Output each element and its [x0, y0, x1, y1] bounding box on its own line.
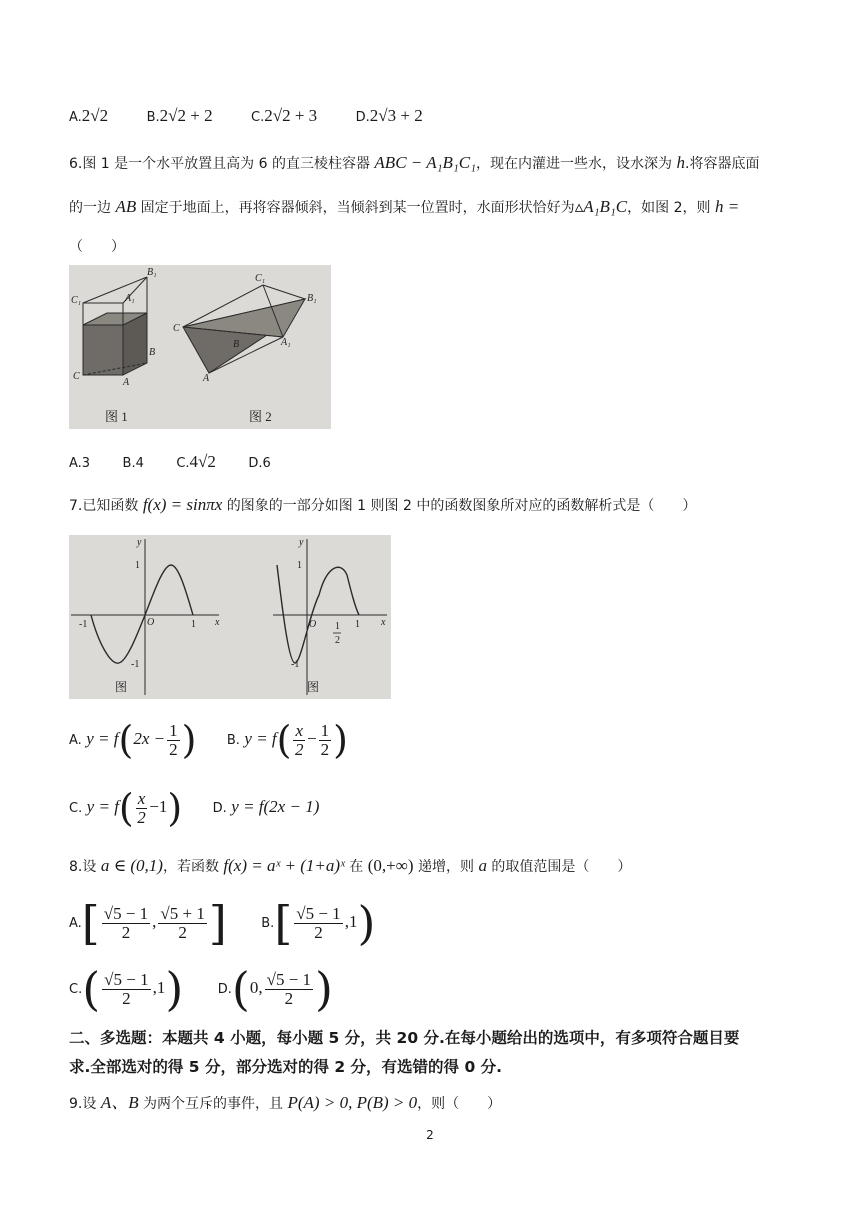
svg-text:1: 1 — [135, 560, 140, 571]
q5-option-b-label: B. — [146, 110, 160, 125]
section2-heading-line1: 二、多选题：本题共 4 小题，每小题 5 分，共 20 分.在每小题给出的选项中，有多项符合题目要 — [69, 1029, 740, 1047]
q6-option-a: A.3 — [69, 456, 91, 471]
q7-options-row1 — [69, 718, 382, 762]
q7-option-a: A. y = f(2x − $\frac{1}{2}$ ) — [69, 718, 197, 762]
svg-text:1: 1 — [355, 619, 360, 630]
q5-option-d: 2√3 + 2 — [369, 106, 423, 125]
svg-text:-1: -1 — [291, 659, 300, 670]
label2-c: C — [173, 323, 180, 334]
q7-option-b: B. y = f( $\frac{x}{2}$ − $\frac{1}{2}$ ) — [226, 718, 348, 762]
q6-option-b: B.4 — [122, 456, 144, 471]
q8-option-d: D.(0, $\frac{√5 - 1}{2}$ ) — [217, 962, 333, 1016]
q5-option-a-label: A. — [69, 110, 82, 125]
q9-stem: 9.设 A、B 为两个互斥的事件，且 P(A) > 0, P(B) > 0，则（ ） — [69, 1093, 502, 1112]
q5-option-b: 2√2 + 2 — [159, 106, 213, 125]
graph-2-caption: 图 — [307, 680, 320, 694]
q6-stem-line3: （ ） — [69, 239, 125, 255]
svg-text:1: 1 — [335, 621, 340, 632]
q6-prism-figure — [69, 265, 331, 429]
q8-option-b: B.[ $\frac{√5 - 1}{2}$ ,1) — [261, 896, 376, 950]
q7-stem: 7.已知函数 f(x) = sinπx 的图象的一部分如图 1 则图 2 中的函数图象所对应的函数解析式是（ ） — [69, 495, 697, 514]
q6-option-d: D.6 — [248, 456, 271, 471]
label-a1: A₁ — [125, 293, 135, 304]
q8-function: f(x) = aˣ + (1+a)ˣ — [223, 856, 345, 875]
figure-1-caption: 图 1 — [105, 409, 128, 424]
q6-prism-name: ABC − A₁B₁C₁ — [374, 153, 477, 172]
label2-b1: B₁ — [307, 293, 317, 304]
q8-option-c: C.( $\frac{√5 - 1}{2}$ ,1) — [69, 962, 184, 1016]
label2-a: A — [203, 373, 210, 384]
q7-option-d: D. y = f(2x − 1) — [212, 797, 320, 816]
section2-heading-line2: 求.全部选对的得 5 分，部分选对的得 2 分，有选错的得 0 分. — [69, 1058, 503, 1076]
svg-text:O: O — [309, 619, 317, 630]
figure-background — [69, 535, 391, 699]
svg-text:y: y — [137, 537, 142, 548]
q6-option-c: 4√2 — [189, 452, 216, 471]
q5-option-c-label: C. — [251, 110, 265, 125]
q7-option-c: C. y = f( $\frac{x}{2}$ −1) — [69, 786, 183, 830]
q7-sine-graphs — [69, 535, 391, 699]
q7-options-row2 — [69, 786, 353, 830]
svg-text:1: 1 — [191, 619, 196, 630]
svg-text:y: y — [299, 537, 304, 548]
q5-option-c: 2√2 + 3 — [264, 106, 318, 125]
label-c: C — [73, 371, 80, 382]
q5-option-a: 2√2 — [81, 106, 109, 125]
q6-stem-line1: 6.图 1 是一个水平放置且高为 6 的直三棱柱容器 ABC − A₁B₁C₁，现在内灌进一些水，设水深为 h.将容器底面 — [69, 153, 760, 172]
figure-2-caption: 图 2 — [249, 409, 272, 424]
label-a: A — [123, 377, 130, 388]
label2-b: B — [233, 339, 240, 350]
svg-text:-1: -1 — [131, 659, 140, 670]
page-number: 2 — [426, 1128, 434, 1142]
label-c1: C₁ — [71, 295, 82, 306]
label-b: B — [149, 347, 156, 358]
label2-a1: A₁ — [281, 337, 291, 348]
label2-c1: C₁ — [255, 273, 266, 284]
q6-options: A.3 B.4 C.4√2 D.6 — [69, 452, 271, 471]
svg-text:x: x — [215, 617, 220, 628]
graph-1-caption: 图 — [115, 680, 128, 694]
q7-function: f(x) = sinπx — [142, 495, 223, 514]
q8-options-row1 — [69, 896, 409, 950]
q8-stem: 8.设 a ∈ (0,1)，若函数 f(x) = aˣ + (1+a)ˣ 在 (0,+∞) 递增，则 a 的取值范围是（ ） — [69, 856, 632, 875]
svg-text:2: 2 — [335, 635, 340, 646]
q5-options — [69, 106, 457, 126]
q8-option-a: A.[ $\frac{√5 - 1}{2}$ , $\frac{√5 + 1}{2}$ ] — [69, 896, 227, 950]
svg-text:1: 1 — [297, 560, 302, 571]
svg-text:-1: -1 — [79, 619, 88, 630]
q5-option-d-label: D. — [355, 110, 370, 125]
q6-stem-line2: 的一边 AB 固定于地面上，再将容器倾斜，当倾斜到某一位置时，水面形状恰好为▵A₁B₁C，如图 2，则 h = — [69, 197, 740, 216]
label-b1: B₁ — [147, 267, 157, 278]
q8-options-row2 — [69, 962, 367, 1016]
svg-text:x: x — [381, 617, 386, 628]
svg-text:O: O — [147, 617, 155, 628]
